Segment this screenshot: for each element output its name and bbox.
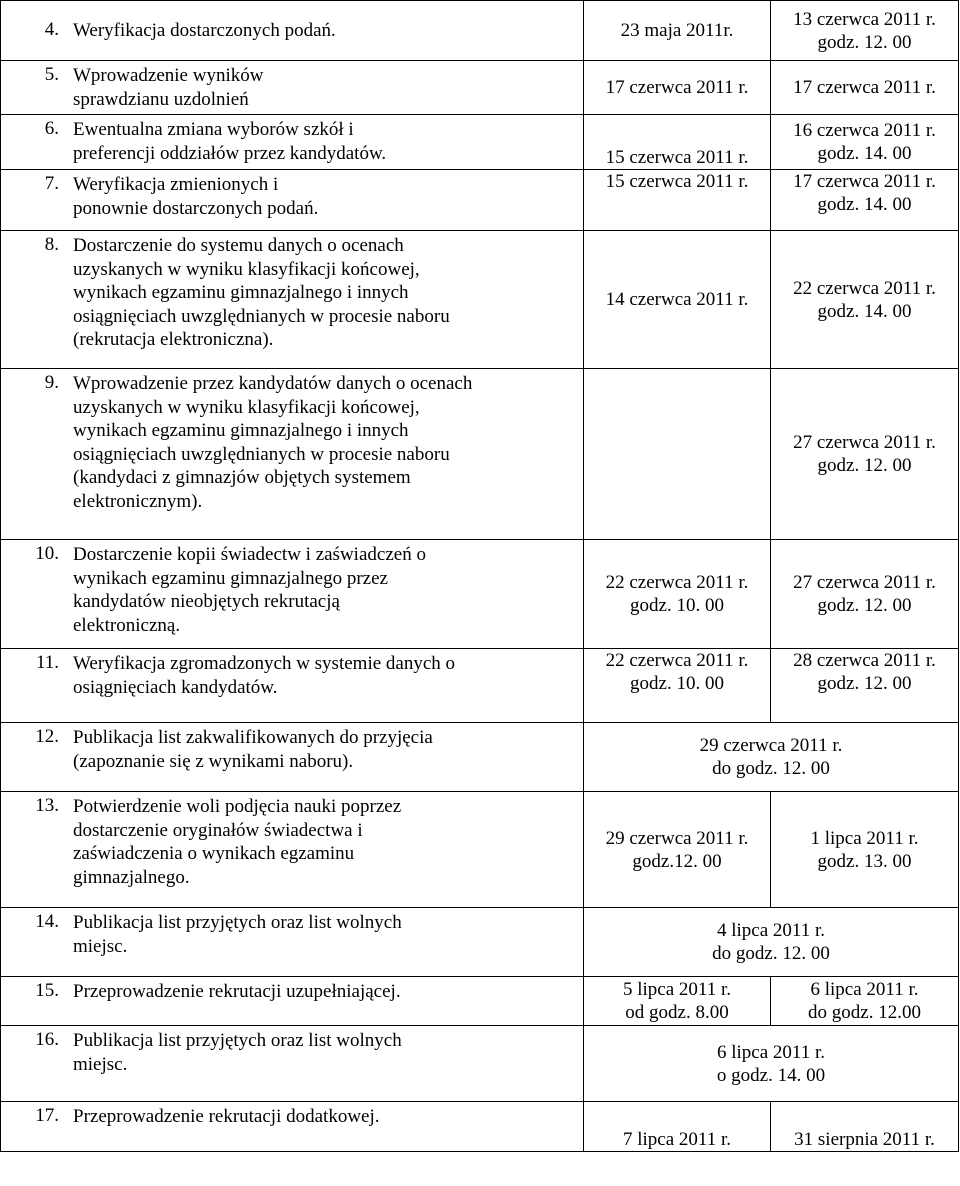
- task-line: (rekrutacja elektroniczna).: [73, 329, 274, 350]
- schedule-row: [1, 61, 959, 115]
- end-date-cell-line: godz. 12. 00: [817, 673, 912, 694]
- end-date-cell: [771, 231, 959, 369]
- task-description: [73, 372, 579, 513]
- end-date-cell-line: godz. 13. 00: [817, 850, 912, 872]
- date-range-cell-line: 6 lipca 2011 r.: [717, 1041, 825, 1063]
- schedule-row: [1, 231, 959, 369]
- start-date-cell-line: 14 czerwca 2011 r.: [605, 289, 749, 310]
- task-line: Ewentualna zmiana wyborów szkół i: [73, 119, 354, 140]
- task-cell: [1, 908, 584, 977]
- end-date-cell: [771, 115, 959, 170]
- schedule-row: [1, 649, 959, 723]
- end-date-cell-line: godz. 12. 00: [817, 455, 912, 476]
- date-range-cell-line: do godz. 12. 00: [712, 943, 830, 964]
- task-description: [73, 795, 579, 889]
- task-number: 14.: [35, 911, 59, 932]
- start-date-cell: [584, 170, 771, 231]
- date-range-cell: [584, 1026, 959, 1102]
- start-date-cell-line: 23 maja 2011r.: [620, 20, 734, 41]
- end-date-cell: [771, 540, 959, 649]
- task-number: 10.: [35, 543, 59, 564]
- end-date-cell-line: godz. 12. 00: [817, 31, 912, 53]
- end-date-cell-line: 31 sierpnia 2011 r.: [794, 1129, 935, 1150]
- date-range-cell-line: do godz. 12. 00: [712, 758, 830, 779]
- task-cell: [1, 977, 584, 1026]
- task-number: 5.: [44, 64, 59, 85]
- start-date-cell: [584, 115, 771, 170]
- task-cell: [1, 1, 584, 61]
- end-date-cell-line: godz. 14. 00: [817, 300, 912, 322]
- task-line: miejsc.: [73, 935, 128, 957]
- end-date-cell: [771, 649, 959, 723]
- task-number: 6.: [44, 118, 59, 139]
- start-date-cell-line: godz. 10. 00: [630, 595, 724, 616]
- task-description: [73, 726, 579, 773]
- task-cell: [1, 1102, 584, 1152]
- task-cell: [1, 1026, 584, 1102]
- schedule-row: [1, 792, 959, 908]
- task-cell: [1, 61, 584, 115]
- task-cell: [1, 540, 584, 649]
- start-date-cell: [584, 649, 771, 723]
- task-number: 16.: [35, 1029, 59, 1050]
- end-date-cell-line: 28 czerwca 2011 r.: [793, 650, 936, 671]
- task-description: [73, 543, 579, 637]
- schedule-row: [1, 1102, 959, 1152]
- schedule-row: [1, 170, 959, 231]
- end-date-cell-line: 13 czerwca 2011 r.: [793, 8, 936, 30]
- start-date-cell-line: 15 czerwca 2011 r.: [605, 171, 749, 192]
- task-line: Przeprowadzenie rekrutacji dodatkowej.: [73, 1106, 380, 1127]
- task-line: Wprowadzenie przez kandydatów danych o ocenach: [73, 373, 473, 394]
- end-date-cell: [771, 977, 959, 1026]
- task-line: sprawdzianu uzdolnień: [73, 88, 249, 110]
- start-date-cell: [584, 977, 771, 1026]
- task-cell: [1, 649, 584, 723]
- schedule-row: [1, 1, 959, 61]
- end-date-cell-line: do godz. 12.00: [808, 1002, 921, 1023]
- task-line: kandydatów nieobjętych rekrutacją: [73, 591, 340, 612]
- task-line: Weryfikacja zmienionych i: [73, 174, 279, 195]
- task-line: Dostarczenie kopii świadectw i zaświadczeń o: [73, 544, 426, 565]
- start-date-cell: [584, 231, 771, 369]
- task-description: [73, 911, 579, 958]
- task-cell: [1, 792, 584, 908]
- start-date-cell-line: 17 czerwca 2011 r.: [605, 77, 749, 98]
- task-description: [73, 980, 579, 1004]
- end-date-cell-line: 27 czerwca 2011 r.: [793, 432, 936, 453]
- task-description: [73, 118, 579, 165]
- task-cell: [1, 723, 584, 792]
- start-date-cell-line: 22 czerwca 2011 r.: [605, 650, 749, 671]
- task-number: 7.: [44, 173, 59, 194]
- end-date-cell-line: godz. 14. 00: [817, 194, 912, 215]
- end-date-cell: [771, 170, 959, 231]
- task-cell: [1, 115, 584, 170]
- start-date-cell-line: 22 czerwca 2011 r.: [605, 572, 749, 593]
- task-number: 12.: [35, 726, 59, 747]
- date-range-cell-line: o godz. 14. 00: [716, 1064, 826, 1086]
- end-date-cell-line: 22 czerwca 2011 r.: [793, 277, 936, 299]
- end-date-cell-line: 17 czerwca 2011 r.: [793, 77, 936, 98]
- schedule-row: [1, 723, 959, 792]
- schedule-row: [1, 540, 959, 649]
- end-date-cell-line: godz. 14. 00: [817, 143, 912, 164]
- task-description: [73, 64, 579, 111]
- task-line: osiągnięciach kandydatów.: [73, 676, 278, 698]
- task-line: wynikach egzaminu gimnazjalnego przez: [73, 567, 388, 589]
- date-range-cell: [584, 908, 959, 977]
- task-number: 4.: [44, 18, 59, 40]
- task-description: [73, 19, 579, 43]
- start-date-cell-line: godz.12. 00: [632, 850, 722, 872]
- end-date-cell: [771, 1102, 959, 1152]
- task-line: wynikach egzaminu gimnazjalnego i innych: [73, 420, 409, 441]
- task-line: miejsc.: [73, 1053, 128, 1075]
- task-line: (zapoznanie się z wynikami naboru).: [73, 750, 354, 772]
- end-date-cell: [771, 792, 959, 908]
- task-line: elektroniczną.: [73, 614, 181, 636]
- start-date-cell: [584, 1, 771, 61]
- schedule-row: [1, 369, 959, 540]
- task-line: Publikacja list zakwalifikowanych do przyjęcia: [73, 727, 433, 748]
- task-line: wynikach egzaminu gimnazjalnego i innych: [73, 282, 409, 303]
- task-number: 9.: [44, 372, 59, 393]
- start-date-cell: [584, 1102, 771, 1152]
- task-number: 17.: [35, 1105, 59, 1126]
- task-cell: [1, 231, 584, 369]
- task-line: Publikacja list przyjętych oraz list wolnych: [73, 912, 402, 933]
- schedule-row: [1, 908, 959, 977]
- task-number: 8.: [44, 234, 59, 255]
- end-date-cell: [771, 1, 959, 61]
- task-line: ponownie dostarczonych podań.: [73, 197, 319, 219]
- date-range-cell: [584, 723, 959, 792]
- start-date-cell-line: od godz. 8.00: [625, 1002, 729, 1023]
- task-line: (kandydaci z gimnazjów objętych systemem: [73, 467, 411, 488]
- task-number: 15.: [35, 980, 59, 1001]
- date-range-cell-line: 29 czerwca 2011 r.: [699, 735, 843, 756]
- task-line: Weryfikacja dostarczonych podań.: [73, 19, 336, 41]
- task-description: [73, 234, 579, 352]
- end-date-cell-line: godz. 12. 00: [817, 595, 912, 616]
- task-number: 13.: [35, 795, 59, 816]
- task-line: zaświadczenia o wynikach egzaminu: [73, 843, 355, 864]
- task-line: Dostarczenie do systemu danych o ocenach: [73, 235, 404, 256]
- end-date-cell-line: 6 lipca 2011 r.: [810, 979, 919, 1000]
- start-date-cell: [584, 792, 771, 908]
- task-line: Potwierdzenie woli podjęcia nauki poprzez: [73, 796, 402, 817]
- end-date-cell-line: 27 czerwca 2011 r.: [793, 572, 936, 593]
- start-date-cell: [584, 540, 771, 649]
- task-cell: [1, 369, 584, 540]
- task-number: 11.: [35, 652, 59, 673]
- end-date-cell: [771, 369, 959, 540]
- end-date-cell-line: 17 czerwca 2011 r.: [793, 171, 936, 192]
- task-description: [73, 1029, 579, 1076]
- task-line: Przeprowadzenie rekrutacji uzupełniającej.: [73, 981, 401, 1002]
- task-line: preferencji oddziałów przez kandydatów.: [73, 142, 387, 164]
- task-line: osiągnięciach uwzględnianych w procesie naboru: [73, 305, 450, 327]
- task-line: elektronicznym).: [73, 490, 203, 512]
- task-line: osiągnięciach uwzględnianych w procesie naboru: [73, 443, 450, 465]
- task-line: Weryfikacja zgromadzonych w systemie danych o: [73, 653, 456, 674]
- end-date-cell-line: 1 lipca 2011 r.: [810, 827, 919, 849]
- task-description: [73, 1105, 579, 1129]
- start-date-cell-line: 15 czerwca 2011 r.: [605, 147, 749, 168]
- task-description: [73, 652, 579, 699]
- end-date-cell-line: 16 czerwca 2011 r.: [793, 120, 936, 141]
- task-line: gimnazjalnego.: [73, 866, 190, 888]
- task-line: uzyskanych w wyniku klasyfikacji końcowej,: [73, 396, 420, 418]
- task-line: Wprowadzenie wyników: [73, 65, 264, 86]
- schedule-body: [1, 1, 959, 1152]
- end-date-cell: [771, 61, 959, 115]
- start-date-cell-line: 29 czerwca 2011 r.: [605, 827, 749, 849]
- start-date-cell-line: godz. 10. 00: [630, 673, 724, 694]
- schedule-row: [1, 115, 959, 170]
- start-date-cell: [584, 61, 771, 115]
- start-date-cell-line: 7 lipca 2011 r.: [623, 1129, 731, 1150]
- schedule-row: [1, 1026, 959, 1102]
- date-range-cell-line: 4 lipca 2011 r.: [717, 920, 825, 941]
- task-line: Publikacja list przyjętych oraz list wolnych: [73, 1030, 402, 1051]
- task-description: [73, 173, 579, 220]
- task-cell: [1, 170, 584, 231]
- start-date-cell: [584, 369, 771, 540]
- schedule-row: [1, 977, 959, 1026]
- task-line: dostarczenie oryginałów świadectwa i: [73, 819, 363, 841]
- start-date-cell-line: 5 lipca 2011 r.: [623, 979, 731, 1000]
- task-line: uzyskanych w wyniku klasyfikacji końcowej,: [73, 258, 420, 280]
